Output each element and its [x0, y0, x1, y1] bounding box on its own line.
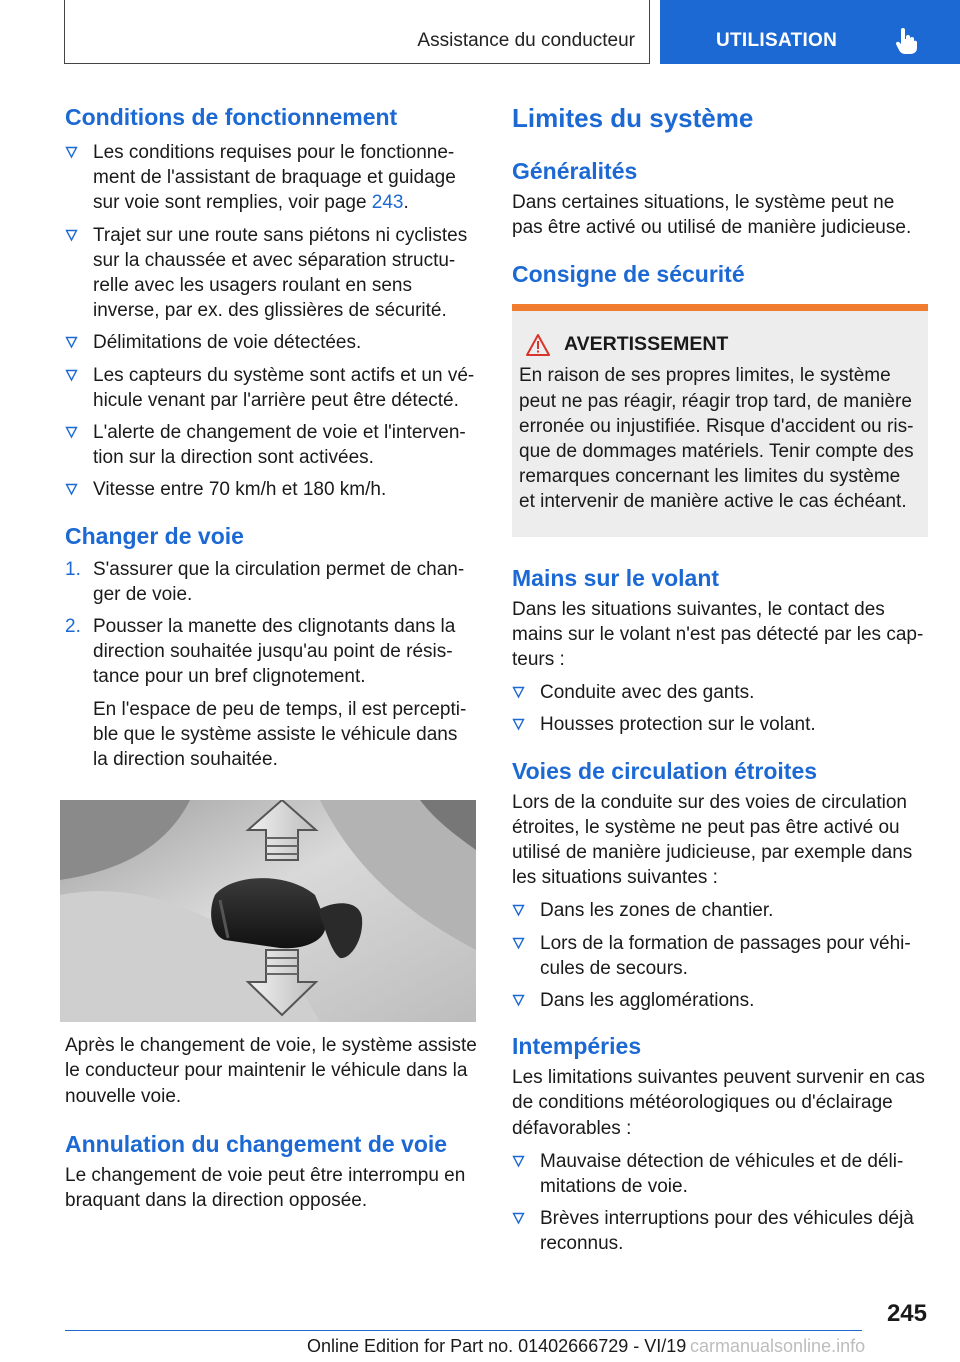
general-heading: Généralités [512, 158, 638, 184]
step-number: 2. [65, 616, 81, 638]
list-item [512, 1206, 928, 1256]
conditions-heading: Conditions de fonctionnement [65, 104, 398, 130]
change-lane-heading: Changer de voie [65, 522, 244, 549]
triangle-bullet-icon [512, 904, 525, 917]
turn-signal-stalk-image [60, 800, 476, 1022]
triangle-bullet-icon [65, 483, 78, 496]
warning-box [512, 304, 928, 536]
triangle-bullet-icon [512, 718, 525, 731]
step-note: En l'espace de peu de temps, il est percepti-ble que le système assiste le véhicule dans la direction souhaitée. [93, 698, 467, 771]
hands-heading: Mains sur le volant [512, 564, 720, 591]
triangle-bullet-icon [512, 1212, 525, 1225]
footer-watermark: carmanualsonline.info [690, 1336, 866, 1356]
list-item-text: Brèves interruptions pour des véhicules déjà reconnus. [540, 1208, 914, 1255]
triangle-bullet-icon [65, 229, 78, 242]
triangle-bullet-icon [512, 686, 525, 699]
list-item-text: Mauvaise détection de véhicules et de déli-mitations de voie. [540, 1150, 904, 1198]
header-section-title: Assistance du conducteur [417, 30, 635, 51]
list-item-text: Délimitations de voie détectées. [93, 332, 362, 354]
hands-paragraph: Dans les situations suivantes, le contact des mains sur le volant n'est pas détecté par les cap-teurs : [512, 598, 924, 671]
list-item [512, 898, 928, 923]
list-item-text: Housses protection sur le volant. [540, 714, 816, 736]
warning-triangle-icon [526, 334, 550, 356]
footer-edition: Online Edition for Part no. 01402666729 - VI/19 [307, 1336, 687, 1356]
step-text: S'assurer que la circulation permet de chan-ger de voie. [93, 558, 465, 605]
change-lane-steps [65, 557, 477, 773]
list-item-text-end: . [403, 192, 409, 214]
list-item [512, 931, 928, 981]
header-chapter-title: UTILISATION [716, 30, 838, 51]
list-item-text: Dans les agglomérations. [540, 990, 755, 1012]
list-item [65, 140, 477, 216]
triangle-bullet-icon [512, 994, 525, 1007]
safety-heading: Consigne de sécurité [512, 261, 745, 288]
list-item [65, 697, 477, 773]
list-item [65, 614, 477, 690]
narrow-list [512, 898, 928, 1013]
list-item-text: Dans les zones de chantier. [540, 900, 774, 922]
list-item-text: Vitesse entre 70 km/h et 180 km/h. [93, 479, 387, 501]
triangle-bullet-icon [65, 336, 78, 349]
list-item-text: Les conditions requises pour le fonctionne-ment de l'assistant de braquage et guidage sur voie sont remplies, voir page [93, 142, 456, 214]
list-item [512, 988, 928, 1013]
weather-heading: Intempéries [512, 1033, 642, 1060]
triangle-bullet-icon [65, 369, 78, 382]
list-item [512, 1149, 928, 1199]
cancel-paragraph: Le changement de voie peut être interrompu en braquant dans la direction opposée. [65, 1164, 466, 1212]
footer-rule [65, 1330, 862, 1331]
limits-heading: Limites du système [512, 103, 754, 133]
left-column [65, 98, 477, 1213]
hand-pointing-icon [896, 28, 918, 54]
list-item [65, 330, 477, 355]
narrow-heading: Voies de circulation étroites [512, 757, 818, 784]
warning-label: AVERTISSEMENT [564, 333, 729, 356]
list-item-text: Conduite avec des gants. [540, 682, 755, 704]
list-item [65, 223, 477, 324]
list-item [512, 712, 928, 737]
list-item [65, 557, 477, 607]
page-number: 245 [886, 1300, 927, 1327]
page-reference-link[interactable]: 243 [371, 192, 404, 214]
warning-text: En raison de ses propres limites, le système peut ne pas réagir, réagir trop tard, de manière erronée ou injustifiée. Risque d'accident ou ris-que de dommages matériels. Tenir compte des remarques concernant les limites du système et intervenir de manière active le cas échéant. [519, 365, 914, 513]
list-item [65, 363, 477, 413]
triangle-bullet-icon [65, 426, 78, 439]
conditions-list [65, 140, 477, 503]
triangle-bullet-icon [512, 1155, 525, 1168]
weather-list [512, 1149, 928, 1257]
list-item-text: Les capteurs du système sont actifs et un vé-hicule venant par l'arrière peut être détecté. [93, 364, 475, 411]
cancel-heading: Annulation du changement de voie [65, 1130, 448, 1157]
weather-paragraph: Les limitations suivantes peuvent survenir en cas de conditions météorologiques ou d'éclairage défavorables : [512, 1067, 925, 1139]
header-chapter-tab[interactable] [660, 0, 960, 64]
list-item [512, 680, 928, 705]
right-column [512, 98, 928, 1257]
step-text: Pousser la manette des clignotants dans la direction souhaitée jusqu'au point de résis-tance pour un bref clignotement. [93, 616, 456, 688]
after-change-paragraph: Après le changement de voie, le système assiste le conducteur pour maintenir le véhicule dans la nouvelle voie. [65, 1035, 477, 1107]
header-section-box [64, 0, 650, 64]
triangle-bullet-icon [65, 146, 78, 159]
list-item [65, 477, 477, 502]
list-item [65, 420, 477, 470]
hands-list [512, 680, 928, 737]
step-number: 1. [65, 558, 81, 580]
warning-header [519, 333, 920, 356]
narrow-paragraph: Lors de la conduite sur des voies de circulation étroites, le système ne peut pas être activé ou utilisé de manière judicieuse, par exemple dans les situations suivantes : [512, 791, 913, 889]
list-item-text: Trajet sur une route sans piétons ni cyclistes sur la chaussée et avec séparation structu-relle avec les usagers roulant en sens inverse, par ex. des glissières de sécurité. [93, 224, 468, 322]
general-paragraph: Dans certaines situations, le système peut ne pas être activé ou utilisé de manière judicieuse. [512, 192, 912, 239]
list-item-text: L'alerte de changement de voie et l'interven-tion sur la direction sont activées. [93, 422, 466, 469]
list-item-text: Lors de la formation de passages pour véhi-cules de secours. [540, 932, 911, 979]
triangle-bullet-icon [512, 937, 525, 950]
